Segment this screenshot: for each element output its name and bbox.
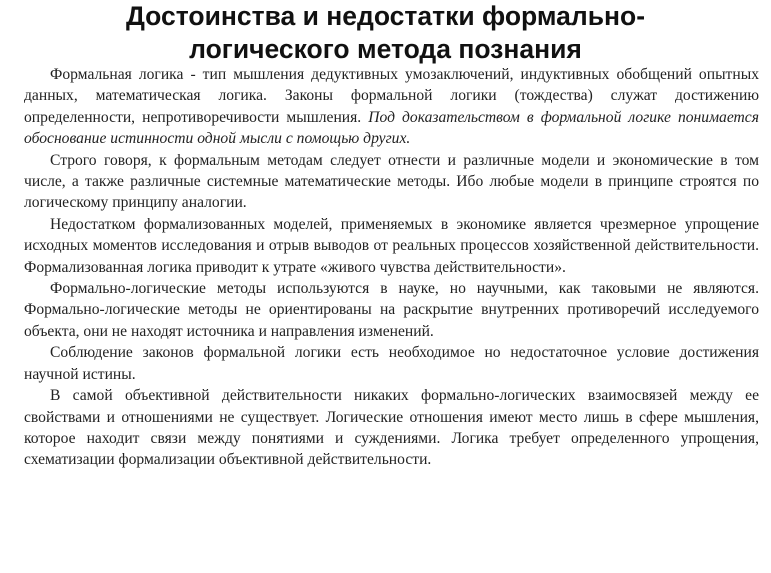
slide-title-line-2: логического метода познания	[189, 34, 582, 64]
paragraph-text: Формальная логика - тип мышления дедуктивных умозаключений, индуктивных обобщений опытных данных, математическая логика. Законы формальной логики (тождества) служат достижению определенности, непротиворечивости мышления.	[24, 66, 759, 126]
paragraph-formal-logic	[24, 64, 759, 150]
paragraph-objective-reality: В самой объективной действительности никаких формально-логических взаимосвязей между ее свойствами и отношениями не существует. Логические отношения имеют место лишь в сфере мышления, которое находит связи между понятиями и суждениями. Логика требует определенного упрощения, схематизации формализации объективной действительности.	[24, 387, 759, 469]
paragraph-disadvantages: Недостатком формализованных моделей, применяемых в экономике является чрезмерное упрощение исходных моментов исследования и отрыв выводов от реальных процессов хозяйственной действительности. Формализованная логика приводит к утрате «живого чувства действительности».	[24, 215, 759, 276]
slide-body	[24, 64, 759, 471]
slide-title-line-1: Достоинства и недостатки формально-	[125, 1, 646, 31]
slide-title	[0, 0, 771, 66]
paragraph-laws-condition: Соблюдение законов формальной логики есть необходимое но недостаточное условие достижения научной истины.	[24, 344, 759, 383]
paragraph-formal-methods: Строго говоря, к формальным методам следует отнести и различные модели и экономические в том числе, а также различные системные математические методы. Ибо любые модели в принципе строятся по логическому принципу аналогии.	[24, 151, 759, 212]
paragraph-science-usage: Формально-логические методы используются в науке, но научными, как таковыми не являются. Формально-логические методы не ориентированы на раскрытие внутренних противоречий исследуемого объекта, они не находят источника и направления изменений.	[24, 280, 759, 340]
paragraph-italic-definition: Под доказательством в формальной логике понимается обоснование истинности одной мысли с помощью других.	[24, 108, 759, 148]
